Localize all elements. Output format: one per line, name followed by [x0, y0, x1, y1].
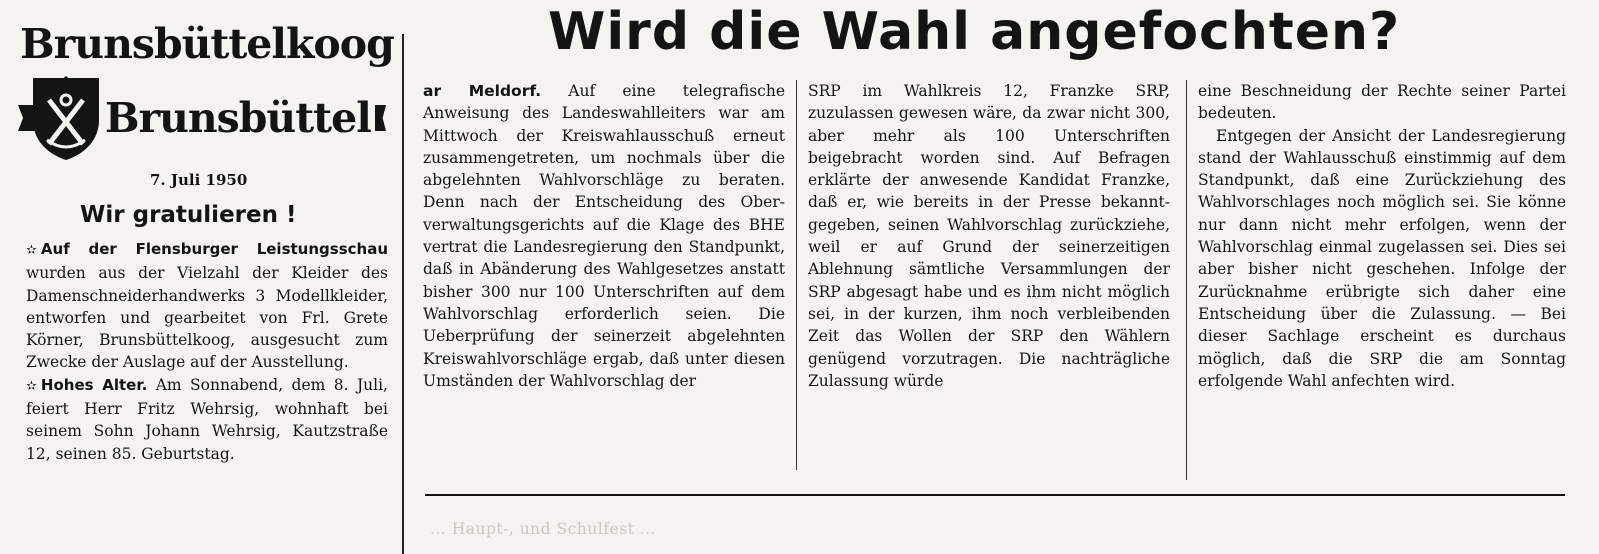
article-paragraph: Entgegen der Ansicht der Landesregierung stand der Wahlausschuß einstimmig auf dem Standpunkt, daß eine Zurückziehung des Wahlvorschlages noch möglich sei. Sie könne nur dann nicht mehr erfolgen, wenn der Wahlvorschlag einmal zugelassen sei. Dies sei aber bisher nicht geschehen. Infolge der Zurücknahme erübrigte sich daher eine Entscheidung über die Zulassung. — Bei dieser Sachlage erscheint es durchaus möglich, daß die SRP die am Sonntag erfolgende Wahl anfechten wird. [1198, 126, 1566, 390]
column-divider [1186, 80, 1187, 480]
masthead-town-bottom: Brunsbüttel [104, 94, 371, 142]
masthead-row [18, 72, 386, 164]
masthead [18, 20, 394, 164]
article-paragraph [423, 80, 785, 392]
banner-ribbon-right [375, 105, 386, 131]
bleed-through-text: ... Haupt-, und Schulfest ... [430, 520, 657, 538]
star-icon: ✫ [26, 243, 37, 258]
issue-date: 7. Juli 1950 [150, 171, 248, 189]
masthead-town-top: Brunsbüttelkoog [20, 20, 394, 68]
banner-ribbon-left [18, 105, 35, 131]
notice-lead: Hohes Alter. [40, 375, 148, 394]
notice-item [26, 238, 388, 374]
column-divider [402, 34, 404, 554]
article-column-3 [1198, 80, 1566, 392]
notice-text: Am Sonnabend, dem 8. Juli, feiert Herr Fritz Wehrsig, wohnhaft bei seinem Sohn Johann Wehrsig, Kautzstraße 12, seinen 85. Geburtstag. [26, 375, 388, 463]
notice-lead: Auf der Flensburger Leistungsschau [40, 240, 388, 258]
section-title: Wir gratulieren ! [80, 202, 297, 228]
article-paragraph: SRP im Wahlkreis 12, Franzke SRP, zuzulassen gewesen wäre, da zwar nicht 300, aber mehr als 100 Unterschriften beigebracht worden sind. Auf Befragen erklärte der anwesende Kandidat Franzke, daß er, wie bereits in der Presse bekanntgegeben, seinen Wahlvorschlag zurückziehe, weil er auf Grund der seinerzeitigen Ablehnung sämtliche Versammlungen der SRP abgesagt habe und es ihm nicht möglich sei, in der kurzen, ihm noch verbleibenden Zeit das Wollen der SRP den Wählern genügend vorzutragen. Die nachträgliche Zulassung würde [808, 82, 1170, 390]
article-column-1 [423, 80, 785, 392]
notice-item [26, 374, 388, 465]
coat-of-arms-icon [29, 74, 103, 162]
column-divider [796, 80, 797, 470]
star-icon: ✫ [26, 378, 37, 394]
article-headline: Wird die Wahl angefochten? [548, 2, 1401, 62]
article-end-rule [425, 494, 1565, 496]
article-text: Auf eine telegrafische Anweisung des Landeswahlleiters war am Mittwoch der Kreiswahlausschuß erneut zusammengetreten, um nochmals über die abgelehnten Wahlvorschläge zu beraten. Denn nach der Entscheidung des Oberverwaltungsgerichts auf die Klage des BHE vertrat die Landesregierung den Standpunkt, daß in Abänderung des Wahlgesetzes anstatt bisher 300 nur 100 Unterschriften auf dem Wahlvorschlag erforderlich seien. Die Ueberprüfung der seinerzeit abgelehnten Kreiswahlvorschläge ergab, daß unter diesen Umständen der Wahlvorschlag der [423, 82, 785, 390]
article-paragraph: eine Beschneidung der Rechte seiner Partei bedeuten. [1198, 82, 1566, 123]
notice-text: wurden aus der Vielzahl der Kleider des Damenschneiderhandwerks 3 Modellkleider, entworfen und gearbeitet von Frl. Grete Körner, Brunsbüttelkoog, ausgesucht zum Zwecke der Auslage auf der Ausstellung. [26, 264, 388, 372]
left-column-notices [26, 238, 388, 465]
article-dateline: ar Meldorf. [423, 82, 542, 100]
article-column-2 [808, 80, 1170, 392]
